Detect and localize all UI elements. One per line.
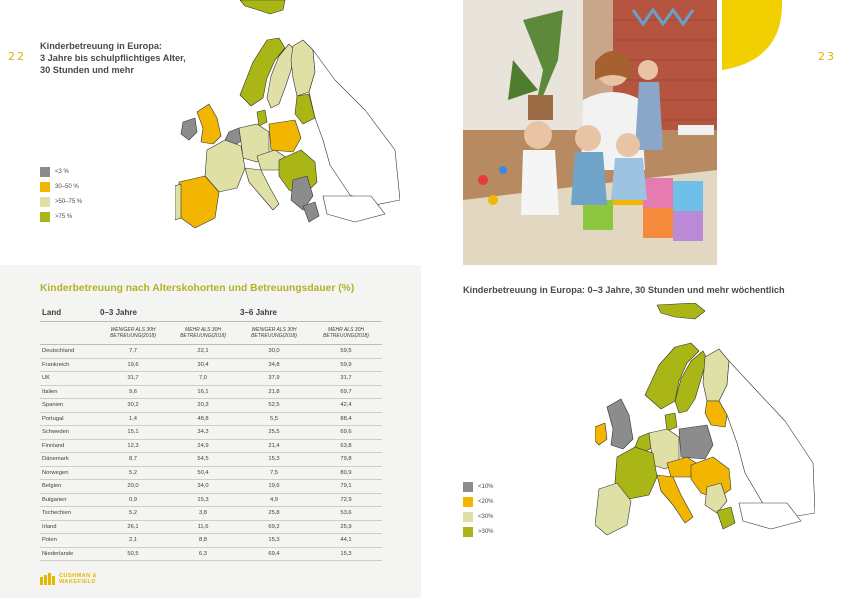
table-cell-value: 88,4 xyxy=(310,412,382,426)
table-cell-value: 30,4 xyxy=(168,358,238,372)
table-cell-value: 59,9 xyxy=(310,358,382,372)
table-cell-value: 42,4 xyxy=(310,399,382,413)
table-cell-value: 20,3 xyxy=(168,399,238,413)
table-cell-value: 7,5 xyxy=(238,466,310,480)
table-cell-country: Schweden xyxy=(40,426,98,440)
subheader-more-30h: MEHR ALS 30H BETREUUNG(2018) xyxy=(310,322,382,345)
map1-title-line3: 30 Stunden und mehr xyxy=(40,65,134,75)
table-cell-value: 72,9 xyxy=(310,493,382,507)
logo-line1: CUSHMAN & xyxy=(59,573,98,579)
legend-swatch-yellow xyxy=(40,182,50,192)
table-cell-value: 0,9 xyxy=(98,493,168,507)
table-cell-value: 20,0 xyxy=(98,480,168,494)
table-cell-value: 15,1 xyxy=(98,426,168,440)
table-cell-value: 44,1 xyxy=(310,534,382,548)
page-number-left: 22 xyxy=(8,50,26,63)
page-number-right: 23 xyxy=(818,50,836,63)
table-cell-country: Spanien xyxy=(40,399,98,413)
map2-title: Kinderbetreuung in Europa: 0–3 Jahre, 30 Stunden und mehr wöchentlich xyxy=(463,285,785,295)
table-cell-value: 5,2 xyxy=(98,507,168,521)
table-cell-value: 12,3 xyxy=(98,439,168,453)
legend-swatch-green xyxy=(40,212,50,222)
table-cell-country: Tschechien xyxy=(40,507,98,521)
table-row xyxy=(40,453,382,467)
table-cell-country: Polen xyxy=(40,534,98,548)
table-cell-value: 15,3 xyxy=(238,534,310,548)
table-cell-country: Niederlande xyxy=(40,547,98,561)
table-cell-country: Irland xyxy=(40,520,98,534)
table-cell-value: 69,4 xyxy=(238,547,310,561)
photo-children-playing xyxy=(463,0,717,265)
table-cell-value: 50,5 xyxy=(98,547,168,561)
table-row xyxy=(40,439,382,453)
table-row xyxy=(40,385,382,399)
table-cell-value: 9,6 xyxy=(98,385,168,399)
map1-legend-item xyxy=(40,164,82,179)
table-cell-value: 80,9 xyxy=(310,466,382,480)
table-cell-value: 34,8 xyxy=(238,358,310,372)
table-cell-value: 15,3 xyxy=(168,493,238,507)
header-group-3-6: 3–6 Jahre xyxy=(238,303,382,322)
map1-legend-item xyxy=(40,209,82,224)
table-header-row xyxy=(40,303,382,322)
table-row xyxy=(40,507,382,521)
table-title: Kinderbetreuung nach Alterskohorten und Betreuungsdauer (%) xyxy=(40,283,355,294)
table-cell-value: 52,5 xyxy=(238,399,310,413)
table-cell-value: 31,7 xyxy=(98,372,168,386)
photo-illustration xyxy=(463,0,717,265)
table-cell-value: 8,7 xyxy=(98,453,168,467)
table-cell-value: 1,4 xyxy=(98,412,168,426)
table-cell-value: 16,1 xyxy=(168,385,238,399)
table-row xyxy=(40,358,382,372)
table-cell-value: 15,3 xyxy=(238,453,310,467)
table-cell-country: Deutschland xyxy=(40,345,98,359)
legend-label: 30–50 % xyxy=(55,183,79,190)
legend-swatch-grey xyxy=(40,167,50,177)
table-row xyxy=(40,480,382,494)
map2-legend-item xyxy=(463,494,494,509)
table-cell-country: Italien xyxy=(40,385,98,399)
legend-label: <3 % xyxy=(55,168,69,175)
table-row xyxy=(40,412,382,426)
subheader-less-30h: WENIGER ALS 30H BETREUUNG(2018) xyxy=(238,322,310,345)
table-cell-value: 26,1 xyxy=(98,520,168,534)
map1-legend xyxy=(40,164,82,224)
cushman-wakefield-logo xyxy=(40,573,97,585)
header-land: Land xyxy=(40,303,98,322)
legend-swatch-green xyxy=(463,527,473,537)
table-cell-value: 25,5 xyxy=(238,426,310,440)
table-cell-country: Norwegen xyxy=(40,466,98,480)
table-row xyxy=(40,520,382,534)
legend-label: >50–75 % xyxy=(55,198,83,205)
legend-swatch-yellow xyxy=(463,497,473,507)
table-cell-country: Belgien xyxy=(40,480,98,494)
table-cell-value: 30,2 xyxy=(98,399,168,413)
map1-title-line2: 3 Jahre bis schulpflichtiges Alter, xyxy=(40,53,186,63)
table-row xyxy=(40,372,382,386)
map1-title-line1: Kinderbetreuung in Europa: xyxy=(40,41,162,51)
table-cell-value: 4,9 xyxy=(238,493,310,507)
map1-legend-item xyxy=(40,194,82,209)
table-subheader-row xyxy=(40,322,382,345)
legend-swatch-light-green xyxy=(40,197,50,207)
table-cell-country: UK xyxy=(40,372,98,386)
table-cell-value: 19,6 xyxy=(98,358,168,372)
table-cell-value: 5,5 xyxy=(238,412,310,426)
table-cell-value: 48,8 xyxy=(168,412,238,426)
decorative-yellow-shape xyxy=(722,0,782,70)
table-cell-country: Finnland xyxy=(40,439,98,453)
table-cell-value: 30,0 xyxy=(238,345,310,359)
table-cell-country: Frankreich xyxy=(40,358,98,372)
table-cell-value: 2,1 xyxy=(98,534,168,548)
table-cell-value: 69,6 xyxy=(310,426,382,440)
table-cell-value: 34,0 xyxy=(168,480,238,494)
table-cell-value: 69,7 xyxy=(310,385,382,399)
table-row xyxy=(40,345,382,359)
table-cell-value: 25,9 xyxy=(310,520,382,534)
table-cell-value: 7,0 xyxy=(168,372,238,386)
table-cell-value: 63,8 xyxy=(310,439,382,453)
table-row xyxy=(40,547,382,561)
subheader-more-30h: MEHR ALS 30H BETREUUNG(2018) xyxy=(168,322,238,345)
table-cell-value: 7,7 xyxy=(98,345,168,359)
legend-label: >75 % xyxy=(55,213,73,220)
table-cell-value: 31,7 xyxy=(310,372,382,386)
table-cell-country: Portugal xyxy=(40,412,98,426)
table-row xyxy=(40,534,382,548)
header-group-0-3: 0–3 Jahre xyxy=(98,303,238,322)
europe-map-1 xyxy=(175,0,400,232)
legend-swatch-light-green xyxy=(463,512,473,522)
logo-mark-icon xyxy=(40,573,56,585)
table-cell-value: 5,2 xyxy=(98,466,168,480)
table-cell-value: 59,5 xyxy=(310,345,382,359)
table-cell-value: 11,6 xyxy=(168,520,238,534)
table-cell-value: 69,2 xyxy=(238,520,310,534)
table-cell-value: 19,6 xyxy=(238,480,310,494)
europe-map-2 xyxy=(595,303,815,538)
table-cell-value: 22,1 xyxy=(168,345,238,359)
table-cell-value: 50,4 xyxy=(168,466,238,480)
table-cell-value: 3,8 xyxy=(168,507,238,521)
table-row xyxy=(40,399,382,413)
legend-swatch-grey xyxy=(463,482,473,492)
map2-legend xyxy=(463,479,494,539)
table-cell-value: 21,8 xyxy=(238,385,310,399)
legend-label: <30% xyxy=(478,513,494,520)
table-cell-value: 15,3 xyxy=(310,547,382,561)
table-cell-value: 8,8 xyxy=(168,534,238,548)
map2-legend-item xyxy=(463,524,494,539)
table-body xyxy=(40,345,382,561)
table-cell-value: 54,5 xyxy=(168,453,238,467)
table-cell-value: 79,1 xyxy=(310,480,382,494)
legend-label: <20% xyxy=(478,498,494,505)
table-cell-value: 21,4 xyxy=(238,439,310,453)
legend-label: <10% xyxy=(478,483,494,490)
map1-legend-item xyxy=(40,179,82,194)
logo-text xyxy=(59,573,97,585)
table-cell-value: 34,3 xyxy=(168,426,238,440)
table-cell-value: 79,8 xyxy=(310,453,382,467)
table-cell-country: Dänemark xyxy=(40,453,98,467)
table-cell-value: 25,8 xyxy=(238,507,310,521)
table-cell-value: 24,9 xyxy=(168,439,238,453)
table-row xyxy=(40,493,382,507)
subheader-empty xyxy=(40,322,98,345)
logo-line2: WAKEFIELD xyxy=(59,579,96,585)
table-cell-value: 53,6 xyxy=(310,507,382,521)
table-row xyxy=(40,466,382,480)
table-row xyxy=(40,426,382,440)
table-cell-value: 37,9 xyxy=(238,372,310,386)
map2-legend-item xyxy=(463,509,494,524)
subheader-less-30h: WENIGER ALS 30H BETREUUNG(2018) xyxy=(98,322,168,345)
map2-legend-item xyxy=(463,479,494,494)
legend-label: >30% xyxy=(478,528,494,535)
table-cell-value: 6,3 xyxy=(168,547,238,561)
table-cell-country: Bulgarien xyxy=(40,493,98,507)
childcare-table xyxy=(40,303,382,561)
